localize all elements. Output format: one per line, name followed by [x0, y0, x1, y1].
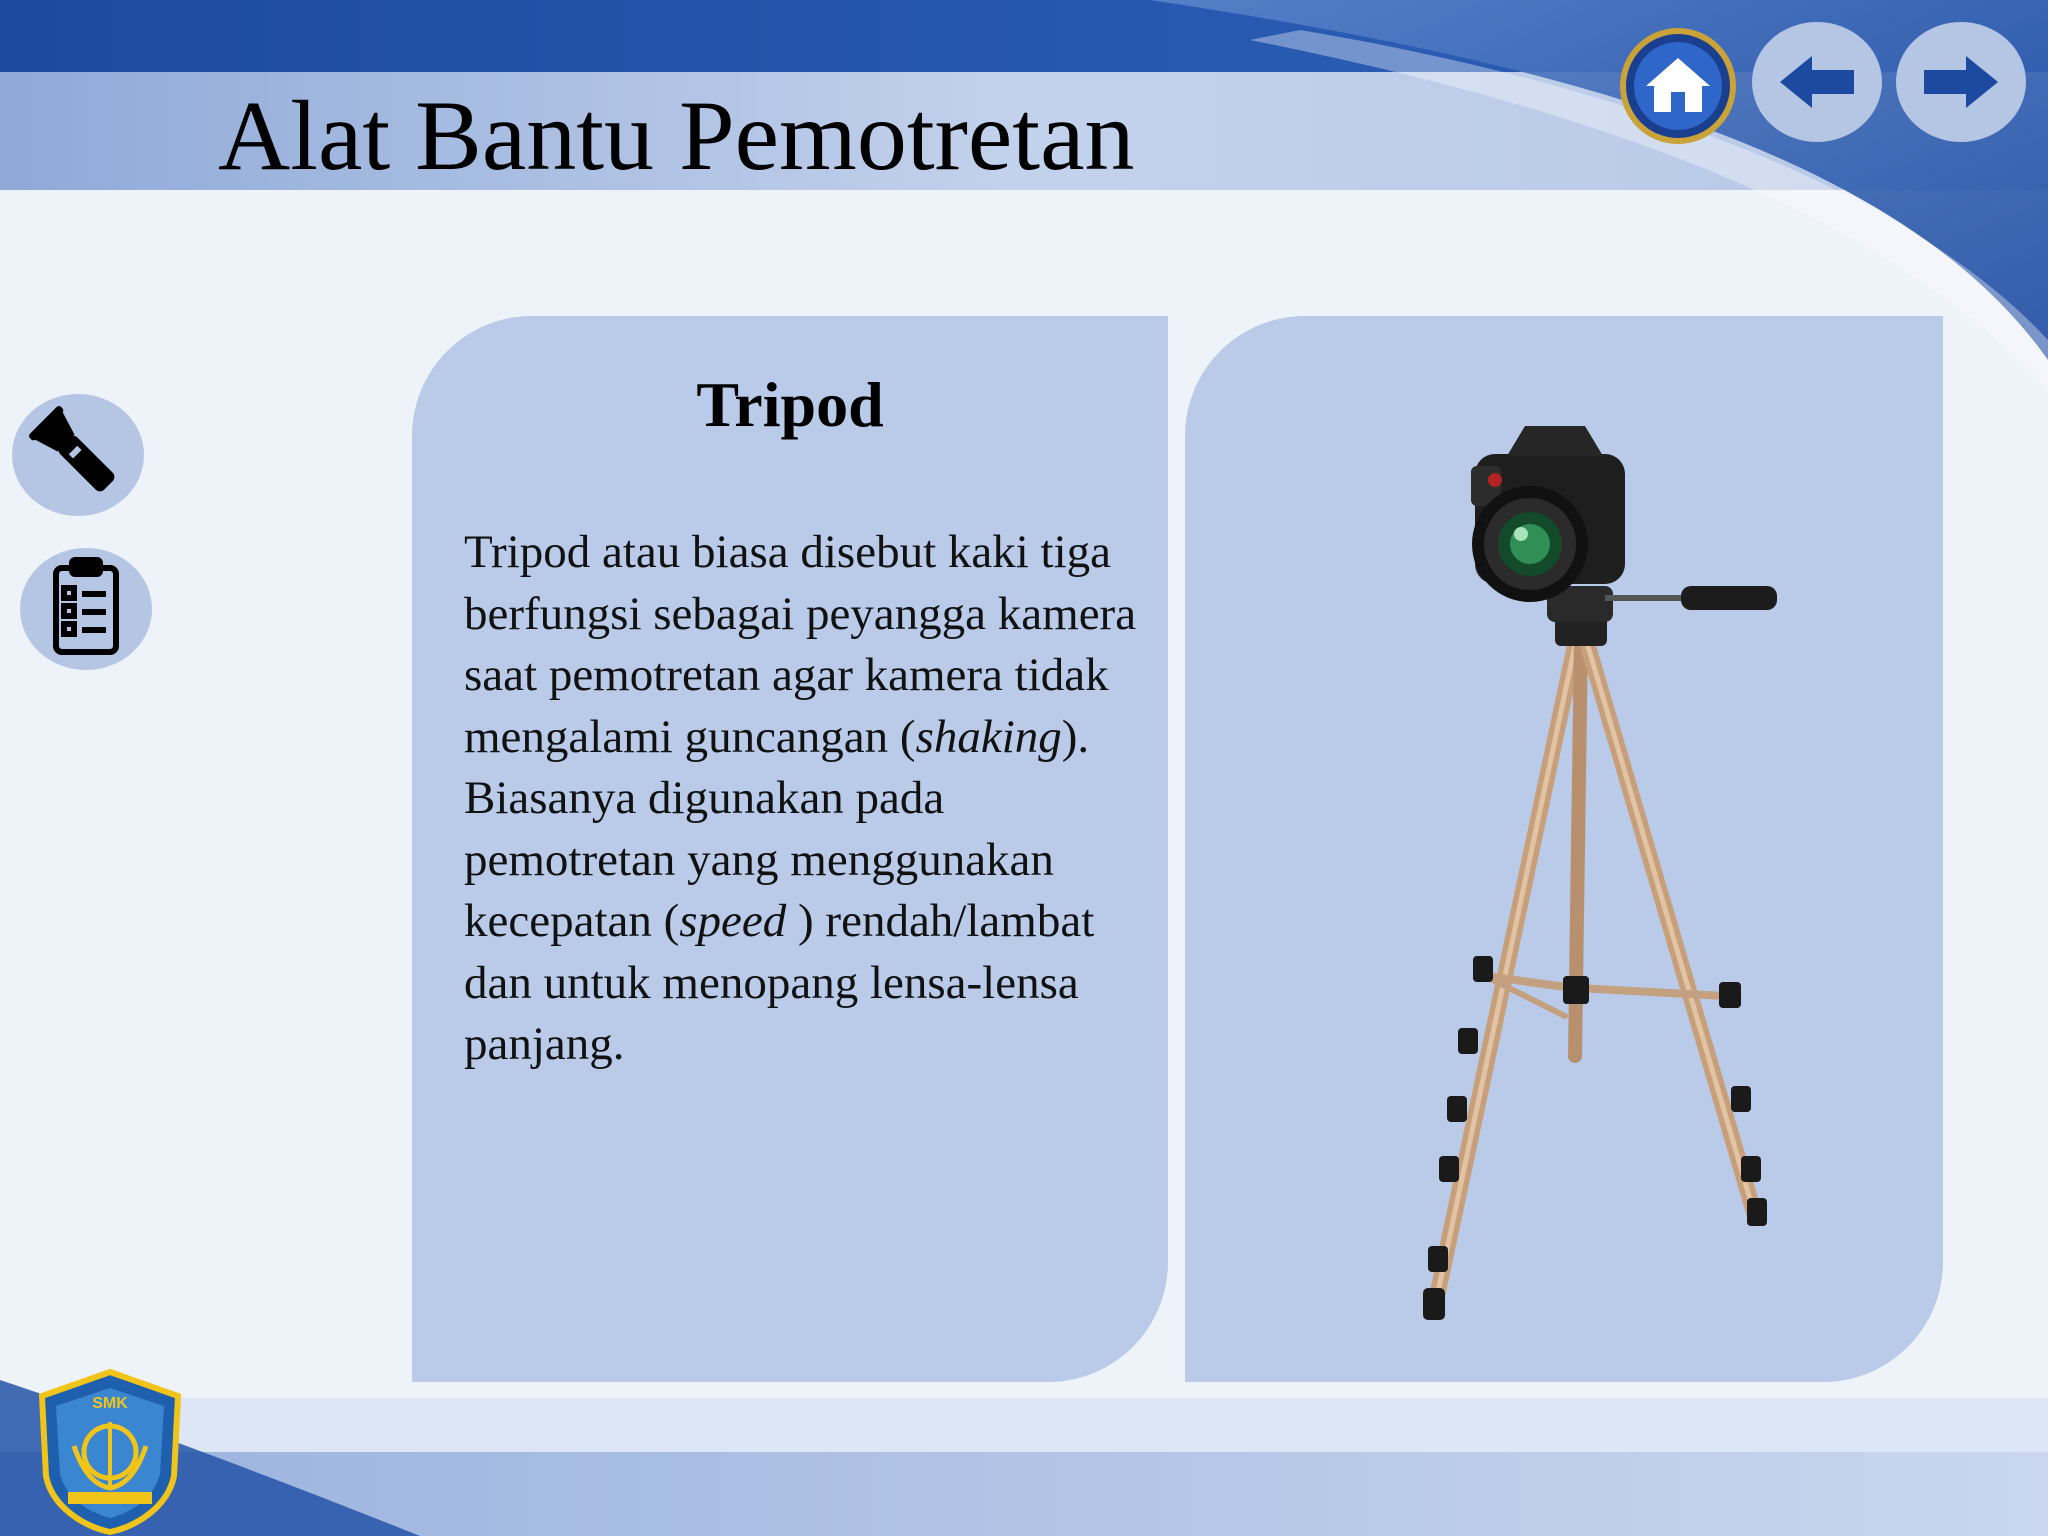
flashlight-button[interactable]: [10, 392, 146, 518]
panel-heading: Tripod: [696, 369, 884, 440]
slide-title: Alat Bantu Pemotretan: [218, 80, 1135, 191]
tripod-camera-illustration: [1185, 316, 1943, 1382]
clipboard-button[interactable]: [18, 546, 154, 672]
next-slide-button[interactable]: [1894, 20, 2028, 144]
text-panel: [412, 316, 1168, 1382]
logo-text: SMK: [92, 1395, 128, 1412]
panel-body-text: Tripod atau biasa disebut kaki tiga berfungsi sebagai peyangga kamera saat pemotretan agar kamera tidak mengalami guncangan (shaking). Biasanya digunakan pada pemotretan yang menggunakan kecepatan (speed ) rendah/lambat dan untuk menopang lensa-lensa panjang.: [464, 526, 1137, 1070]
italic-term-speed: speed: [679, 895, 787, 947]
previous-slide-button[interactable]: [1750, 20, 1884, 144]
school-emblem-icon: [28, 1366, 192, 1536]
italic-term-shaking: shaking: [915, 710, 1062, 763]
home-button[interactable]: [1616, 24, 1740, 148]
camera-icon: [1471, 426, 1625, 602]
image-panel: [1185, 316, 1943, 1382]
